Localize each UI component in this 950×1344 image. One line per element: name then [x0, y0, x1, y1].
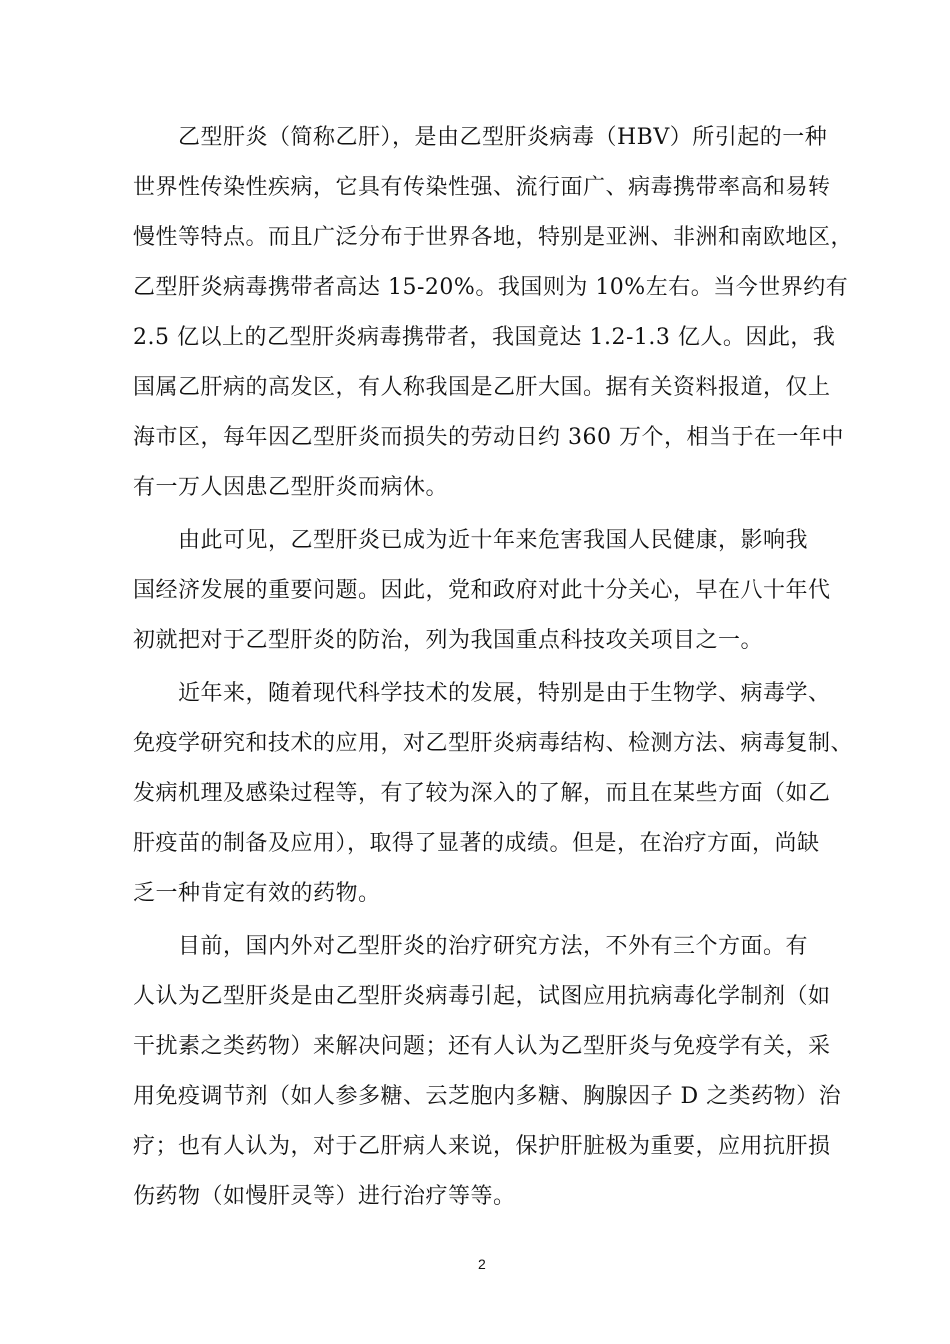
text-line: 疗；也有人认为，对于乙肝病人来说，保护肝脏极为重要，应用抗肝损 — [133, 1134, 831, 1159]
text-line: 乙型肝炎病毒携带者高达 15-20%。我国则为 10%左右。当今世界约有 — [133, 275, 849, 300]
text-line: 干扰素之类药物）来解决问题；还有人认为乙型肝炎与免疫学有关，采 — [133, 1034, 831, 1059]
text-line: 由此可见，乙型肝炎已成为近十年来危害我国人民健康，影响我 — [178, 528, 809, 553]
text-line: 人认为乙型肝炎是由乙型肝炎病毒引起，试图应用抗病毒化学制剂（如 — [133, 984, 831, 1009]
text-line: 国属乙肝病的高发区，有人称我国是乙肝大国。据有关资料报道，仅上 — [133, 375, 831, 400]
text-line: 2.5 亿以上的乙型肝炎病毒携带者，我国竟达 1.2-1.3 亿人。因此，我 — [133, 325, 836, 350]
text-line: 世界性传染性疾病，它具有传染性强、流行面广、病毒携带率高和易转 — [133, 175, 831, 200]
page-number: 2 — [478, 1256, 486, 1272]
text-line: 慢性等特点。而且广泛分布于世界各地，特别是亚洲、非洲和南欧地区， — [133, 225, 854, 250]
text-line: 目前，国内外对乙型肝炎的治疗研究方法，不外有三个方面。有 — [178, 934, 809, 959]
text-line: 国经济发展的重要问题。因此，党和政府对此十分关心，早在八十年代 — [133, 578, 831, 603]
text-line: 用免疫调节剂（如人参多糖、云芝胞内多糖、胸腺因子 D 之类药物）治 — [133, 1084, 842, 1109]
text-line: 发病机理及感染过程等，有了较为深入的了解，而且在某些方面（如乙 — [133, 781, 831, 806]
text-line: 海市区，每年因乙型肝炎而损失的劳动日约 360 万个，相当于在一年中 — [133, 425, 844, 450]
text-line: 肝疫苗的制备及应用），取得了显著的成绩。但是，在治疗方面，尚缺 — [133, 831, 820, 856]
text-line: 免疫学研究和技术的应用，对乙型肝炎病毒结构、检测方法、病毒复制、 — [133, 731, 854, 756]
text-line: 初就把对于乙型肝炎的防治，列为我国重点科技攻关项目之一。 — [133, 628, 764, 653]
text-line: 乙型肝炎（简称乙肝），是由乙型肝炎病毒（HBV）所引起的一种 — [178, 125, 828, 150]
text-line: 乏一种肯定有效的药物。 — [133, 881, 381, 906]
text-line: 有一万人因患乙型肝炎而病休。 — [133, 475, 449, 500]
text-line: 近年来，随着现代科学技术的发展，特别是由于生物学、病毒学、 — [178, 681, 831, 706]
text-line: 伤药物（如慢肝灵等）进行治疗等等。 — [133, 1184, 516, 1209]
